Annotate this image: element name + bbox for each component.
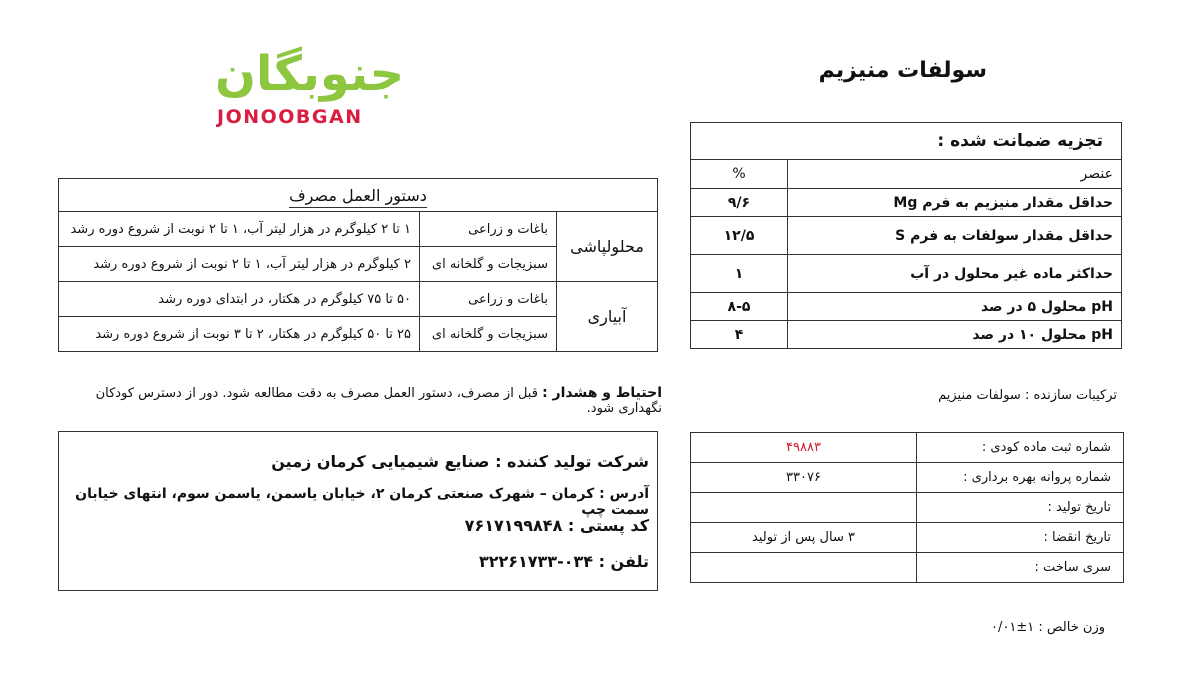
usage-row	[59, 212, 658, 247]
production-date-value	[691, 493, 917, 523]
analysis-element: حداکثر ماده غیر محلول در آب	[788, 255, 1122, 293]
manufacturer-postal-code: کد پستی : ۷۶۱۷۱۹۹۸۴۸	[464, 516, 649, 535]
analysis-element: pH محلول ۱۰ در صد	[788, 321, 1122, 349]
license-number-label: شماره پروانه بهره برداری :	[917, 463, 1124, 493]
analysis-row	[691, 293, 1122, 321]
usage-crop: باغات و زراعی	[420, 212, 557, 247]
license-number-value: ۳۳۰۷۶	[691, 463, 917, 493]
analysis-row	[691, 217, 1122, 255]
usage-method: آبیاری	[557, 282, 658, 352]
usage-title-cell	[59, 179, 658, 212]
usage-method: محلولپاشی	[557, 212, 658, 282]
production-date-label: تاریخ تولید :	[917, 493, 1124, 523]
analysis-element: pH محلول ۵ در صد	[788, 293, 1122, 321]
analysis-row	[691, 321, 1122, 349]
ingredients-line: ترکیبات سازنده : سولفات منیزیم	[938, 388, 1117, 403]
analysis-value: ۹/۶	[691, 189, 788, 217]
expiry-date-label: تاریخ انقضا :	[917, 523, 1124, 553]
registration-row	[691, 523, 1124, 553]
usage-dose: ۲۵ تا ۵۰ کیلوگرم در هکتار، ۲ تا ۳ نوبت از شروع دوره رشد	[59, 317, 420, 352]
caution-label: احتیاط و هشدار :	[542, 385, 662, 401]
analysis-header-element: عنصر	[788, 160, 1122, 189]
analysis-element: حداقل مقدار منیزیم به فرم Mg	[788, 189, 1122, 217]
usage-row	[59, 282, 658, 317]
logo-latin-wordmark: JONOOBGAN	[217, 106, 363, 128]
analysis-value: ۱	[691, 255, 788, 293]
registration-number-value: ۴۹۸۸۳	[691, 433, 917, 463]
brand-logo	[215, 42, 490, 132]
product-title: سولفات منیزیم	[818, 58, 987, 83]
analysis-element: حداقل مقدار سولفات به فرم S	[788, 217, 1122, 255]
usage-dose: ۲ کیلوگرم در هزار لیتر آب، ۱ تا ۲ نوبت از شروع دوره رشد	[59, 247, 420, 282]
usage-crop: باغات و زراعی	[420, 282, 557, 317]
registration-row	[691, 553, 1124, 583]
guaranteed-analysis-table	[690, 122, 1122, 349]
batch-number-label: سری ساخت :	[917, 553, 1124, 583]
batch-number-value	[691, 553, 917, 583]
usage-instructions-table	[58, 178, 658, 352]
manufacturer-name: شرکت تولید کننده : صنایع شیمیایی کرمان زمین	[271, 452, 649, 471]
usage-crop: سبزیجات و گلخانه ای	[420, 247, 557, 282]
analysis-value: ۴	[691, 321, 788, 349]
registration-row	[691, 433, 1124, 463]
expiry-date-value: ۳ سال پس از تولید	[691, 523, 917, 553]
usage-title: دستور العمل مصرف	[289, 186, 427, 208]
caution-note	[56, 385, 662, 416]
analysis-row	[691, 189, 1122, 217]
analysis-row	[691, 255, 1122, 293]
manufacturer-address: آدرس : کرمان – شهرک صنعتی کرمان ۲، خیابان یاسمن، یاسمن سوم، انتهای خیابان سمت چپ	[75, 486, 649, 518]
analysis-value: ۸-۵	[691, 293, 788, 321]
registration-row	[691, 463, 1124, 493]
net-weight: وزن خالص : ۱±۰/۰۱	[991, 620, 1105, 635]
usage-dose: ۵۰ تا ۷۵ کیلوگرم در هکتار، در ابتدای دوره رشد	[59, 282, 420, 317]
registration-row	[691, 493, 1124, 523]
caution-text: قبل از مصرف، دستور العمل مصرف به دقت مطالعه شود. دور از دسترس کودکان نگهداری شود.	[95, 386, 662, 416]
logo-persian-wordmark: جنوبگان	[215, 46, 405, 102]
usage-dose: ۱ تا ۲ کیلوگرم در هزار لیتر آب، ۱ تا ۲ نوبت از شروع دوره رشد	[59, 212, 420, 247]
analysis-caption: تجزیه ضمانت شده :	[691, 123, 1122, 160]
manufacturer-box	[58, 431, 658, 591]
analysis-header-percent: %	[691, 160, 788, 189]
registration-number-label: شماره ثبت ماده کودی :	[917, 433, 1124, 463]
usage-crop: سبزیجات و گلخانه ای	[420, 317, 557, 352]
manufacturer-phone: تلفن : ۰۳۴-۳۲۲۶۱۷۳۳	[478, 552, 649, 571]
analysis-value: ۱۲/۵	[691, 217, 788, 255]
registration-table	[690, 432, 1124, 583]
